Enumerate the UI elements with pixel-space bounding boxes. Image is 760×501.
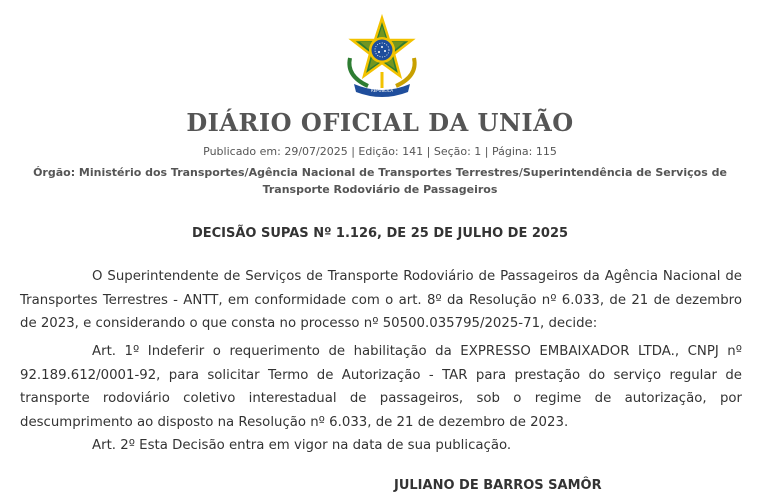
body-paragraph-preamble: O Superintendente de Serviços de Transporte Rodoviário de Passageiros da Agência Nacional de Transportes Terrestres - ANTT, em conformidade com o art. 8º da Resolução nº 6.033, de 21 de dezembro de 2023, e considerando o que consta no processo nº 50500.035795/2025-71, decide: bbox=[20, 269, 742, 331]
signatory-name: JULIANO DE BARROS SAMÔR bbox=[394, 478, 602, 493]
svg-text:REPUBLICA: REPUBLICA bbox=[370, 88, 394, 93]
gazette-title: DIÁRIO OFICIAL DA UNIÃO bbox=[186, 108, 574, 137]
publication-meta: Publicado em: 29/07/2025 | Edição: 141 | Seção: 1 | Página: 115 bbox=[203, 145, 557, 158]
body-paragraph-article-2: Art. 2º Esta Decisão entra em vigor na data de sua publicação. bbox=[92, 438, 512, 453]
brazil-coat-of-arms-icon bbox=[338, 14, 426, 98]
issuing-body: Órgão: Ministério dos Transportes/Agência Nacional de Transportes Terrestres/Superintendência de Serviços de Transporte Rodoviário de Passageiros bbox=[33, 166, 727, 196]
body-paragraph-article-1: Art. 1º Indeferir o requerimento de habilitação da EXPRESSO EMBAIXADOR LTDA., CNPJ nº 92.189.612/0001-92, para solicitar Termo de Autorização - TAR para prestação do serviço regular de transporte rodoviário coletivo interestadual de passageiros, sob o regime de autorização, por descumprimento ao disposto na Resolução nº 6.033, de 21 de dezembro de 2023. bbox=[20, 344, 742, 430]
decision-heading: DECISÃO SUPAS Nº 1.126, DE 25 DE JULHO DE 2025 bbox=[191, 226, 569, 241]
